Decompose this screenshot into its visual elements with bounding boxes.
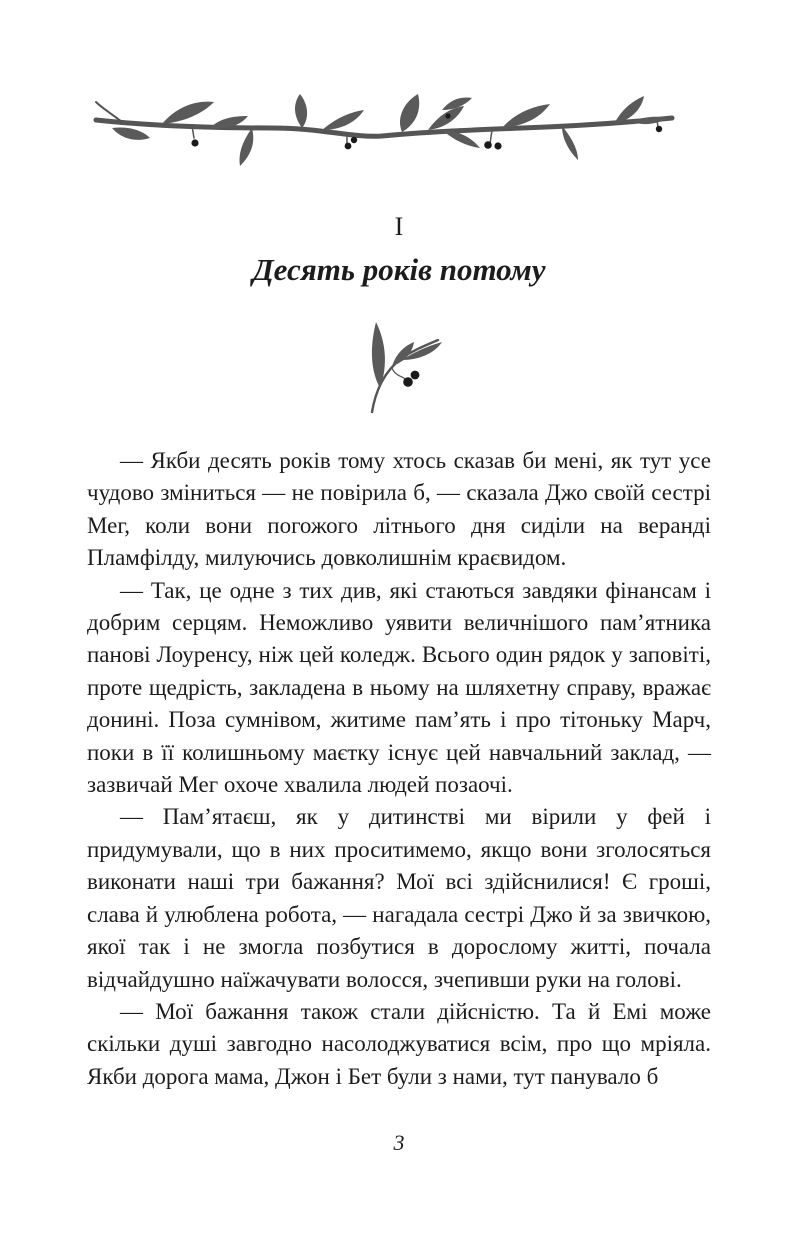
chapter-title: Десять років потому [252, 252, 546, 287]
chapter-number: I [394, 212, 404, 241]
leaf-sprig-ornament [362, 318, 444, 414]
paragraph: — Пам’ятаєш, як у дитинстві ми вірили у фей і придумували, що в них проситимемо, якщо вони зголосяться виконати наші три бажання? Мої всі здійснилися! Є гроші, слава й улюблена робота, — нагадала сестрі Джо й за звичкою, якої так і не змогла позбутися в дорослому житті, почала відчайдушно наїжачувати волосся, зчепивши руки на голові. [87, 804, 711, 992]
chapter-body-text [87, 445, 711, 1093]
page-number: 3 [393, 1130, 405, 1155]
vine-branch-ornament [92, 88, 676, 170]
paragraph: — Так, це одне з тих див, які стаються завдяки фінансам і добрим серцям. Неможливо уявити величнішого пам’ятника панові Лоуренсу, ніж цей коледж. Всього один рядок у заповіті, проте щедрість, закладена в ньому на шляхетну справу, вражає донині. Поза сумнівом, житиме пам’ять і про тітоньку Марч, поки в її колишньому маєтку існує цей навчальний заклад, — зазвичай Мег охоче хвалила людей позаочі. [87, 577, 711, 798]
paragraph: — Мої бажання також стали дійсністю. Та й Емі може скільки душі завгодно насолоджуватися всім, про що мріяла. Якби дорога мама, Джон і Бет були з нами, тут панувало б [87, 998, 711, 1089]
paragraph: — Якби десять років тому хтось сказав би мені, як тут усе чудово зміниться — не повірила б, — сказала Джо своїй сестрі Мег, коли вони погожого літнього дня сиділи на веранді Пламфілду, милуючись довколишнім краєвидом. [87, 448, 711, 571]
